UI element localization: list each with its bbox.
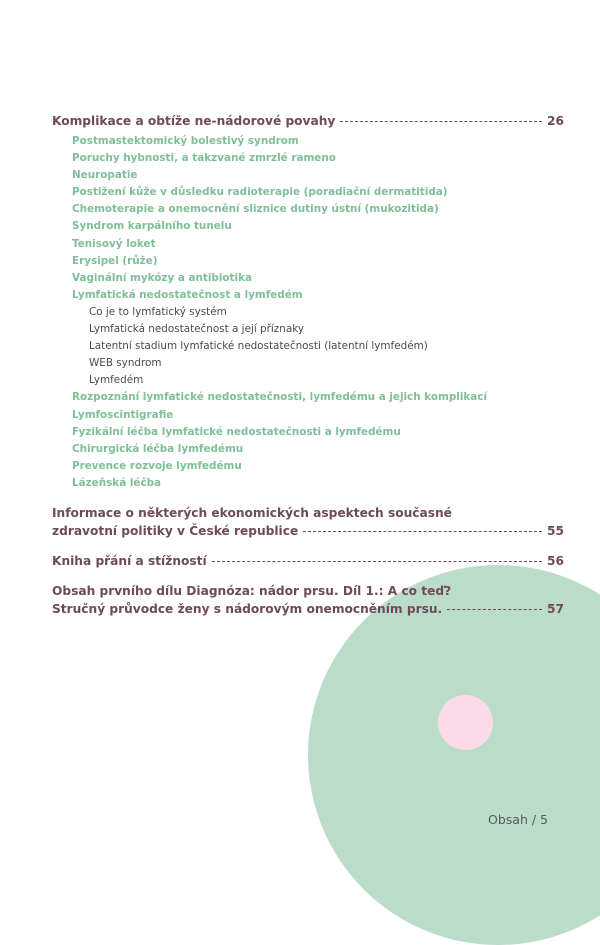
toc-subsubentry[interactable]: Lymfedém [89, 374, 144, 387]
page-footer: Obsah / 5 [488, 812, 548, 827]
toc-page-number: 55 [547, 523, 564, 538]
leader-dots [447, 609, 542, 610]
toc-entry-title-line1: Informace o některých ekonomických aspektech současné [52, 505, 452, 520]
toc-entry-title-line2: Stručný průvodce ženy s nádorovým onemocněním prsu. [52, 601, 443, 616]
toc-subentry[interactable]: Chemoterapie a onemocnění sliznice dutiny ústní (mukozitida) [72, 203, 439, 216]
toc-subentry[interactable]: Lázeňská léčba [72, 476, 162, 489]
toc-entry-first-volume[interactable] [52, 582, 564, 618]
toc-subentry[interactable]: Vaginální mykózy a antibiotika [72, 271, 252, 284]
toc-subentry[interactable]: Chirurgická léčba lymfedému [72, 442, 244, 455]
toc-entry-title-line1: Obsah prvního dílu Diagnóza: nádor prsu. Díl 1.: A co teď? [52, 583, 452, 598]
decorative-green-circle [308, 565, 600, 945]
toc-subsubentry[interactable]: Latentní stadium lymfatické nedostatečnosti (latentní lymfedém) [89, 340, 428, 353]
toc-subentry[interactable]: Lymfoscintigrafie [72, 408, 174, 421]
leader-dots [340, 121, 542, 122]
leader-dots [212, 561, 542, 562]
toc-entry-title: Kniha přání a stížností [52, 553, 207, 568]
toc-subentry[interactable]: Postižení kůže v důsledku radioterapie (poradiační dermatitida) [72, 186, 448, 199]
toc-page-number: 57 [547, 601, 564, 616]
toc-subentry[interactable]: Prevence rozvoje lymfedému [72, 459, 242, 472]
toc-subentry[interactable]: Fyzikální léčba lymfatické nedostatečnosti a lymfedému [72, 425, 401, 438]
decorative-pink-dot [438, 695, 493, 750]
toc-entry-title-line2: zdravotní politiky v České republice [52, 523, 299, 538]
toc-page-number: 56 [547, 553, 564, 568]
toc-subentry[interactable]: Erysipel (růže) [72, 254, 158, 267]
toc-subentry[interactable]: Neuropatie [72, 169, 138, 182]
toc-page-number: 26 [547, 114, 564, 128]
toc-subsubentry[interactable]: Co je to lymfatický systém [89, 305, 227, 318]
toc-subentry[interactable]: Lymfatická nedostatečnost a lymfedém [72, 288, 303, 301]
toc-subentry[interactable]: Syndrom karpálního tunelu [72, 220, 232, 233]
toc-subentry[interactable]: Poruchy hybnosti, a takzvané zmrzlé rameno [72, 152, 336, 165]
toc-subsubentry[interactable]: Lymfatická nedostatečnost a její příznaky [89, 323, 304, 336]
toc-entry-wishes[interactable] [52, 552, 564, 570]
toc-subentry[interactable]: Tenisový loket [72, 237, 156, 250]
table-of-contents [52, 112, 564, 618]
toc-subentry[interactable]: Postmastektomický bolestivý syndrom [72, 135, 299, 147]
toc-entry-economics[interactable] [52, 504, 564, 540]
toc-subentry[interactable]: Rozpoznání lymfatické nedostatečnosti, lymfedému a jejich komplikací [72, 391, 488, 404]
toc-entry-title: Komplikace a obtíže ne-nádorové povahy [52, 114, 336, 128]
toc-subsubentry[interactable]: WEB syndrom [89, 357, 162, 370]
leader-dots [303, 531, 542, 532]
toc-entry-complications[interactable] [52, 112, 564, 130]
